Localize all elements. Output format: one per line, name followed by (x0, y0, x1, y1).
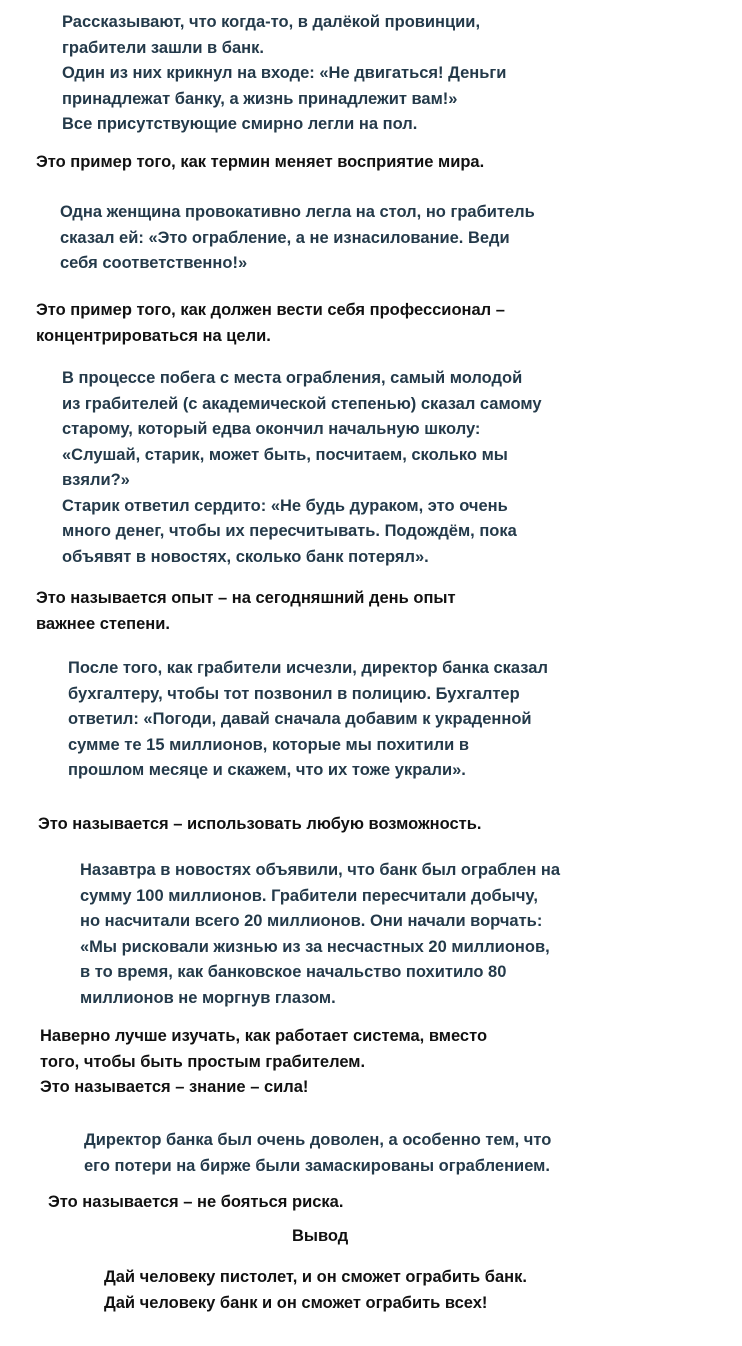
text-line: Рассказывают, что когда-то, в далёкой провинции, (62, 13, 481, 31)
text-line: сказал ей: «Это ограбление, а не изнасилование. Веди (60, 228, 510, 247)
text-line: объявят в новостях, сколько банк потерял». (62, 547, 429, 566)
text-line: Это пример того, как термин меняет восприятие мира. (36, 153, 485, 171)
text-line: Дай человеку пистолет, и он сможет ограбить банк. (104, 1268, 527, 1286)
text-line: прошлом месяце и скажем, что их тоже украли». (68, 761, 466, 779)
moral-paragraph-1 (36, 150, 484, 176)
story-paragraph-6 (84, 1128, 551, 1179)
text-line: грабители зашли в банк. (62, 38, 264, 57)
text-line: принадлежат банку, а жизнь принадлежит вам!» (62, 89, 458, 108)
text-line: ответил: «Погоди, давай сначала добавим к украденной (68, 710, 532, 728)
moral-paragraph-3 (36, 586, 456, 637)
story-paragraph-1 (62, 10, 506, 138)
conclusion-paragraph (104, 1264, 527, 1316)
text-line: «Мы рисковали жизнью из за несчастных 20 миллионов, (80, 937, 550, 956)
text-line: Наверно лучше изучать, как работает система, вместо (40, 1027, 488, 1045)
text-line: После того, как грабители исчезли, директор банка сказал (68, 659, 548, 677)
story-paragraph-5 (80, 858, 560, 1011)
text-line: Это называется – знание – сила! (40, 1078, 309, 1096)
text-line: концентрироваться на цели. (36, 326, 271, 345)
text-line: сумму 100 миллионов. Грабители пересчитали добычу, (80, 886, 538, 905)
text-line: много денег, чтобы их пересчитывать. Подождём, пока (62, 522, 517, 540)
text-line: Назавтра в новостях объявили, что банк был ограблен на (80, 861, 561, 879)
moral-paragraph-4 (38, 812, 481, 838)
text-line: миллионов не моргнув глазом. (80, 988, 336, 1007)
text-line: Старик ответил сердито: «Не будь дураком, это очень (62, 496, 508, 515)
text-line: себя соответственно!» (60, 254, 248, 272)
text-line: старому, который едва окончил начальную школу: (62, 420, 481, 438)
text-line: взяли?» (62, 471, 130, 489)
text-line: Это называется опыт – на сегодняшний день опыт (36, 589, 456, 607)
text-line: Это пример того, как должен вести себя профессионал – (36, 301, 505, 319)
text-line: сумме те 15 миллионов, которые мы похитили в (68, 735, 469, 754)
text-line: Одна женщина провокативно легла на стол, но грабитель (60, 203, 535, 221)
text-line: важнее степени. (36, 614, 170, 633)
text-line: его потери на бирже были замаскированы ограблением. (84, 1156, 550, 1175)
story-paragraph-3 (62, 366, 542, 570)
text-line: «Слушай, старик, может быть, посчитаем, сколько мы (62, 445, 508, 464)
text-line: Это называется – использовать любую возможность. (38, 815, 482, 833)
text-line: В процессе побега с места ограбления, самый молодой (62, 369, 523, 387)
moral-paragraph-2 (36, 298, 505, 349)
conclusion-title: Вывод (292, 1227, 349, 1245)
text-line: но насчитали всего 20 миллионов. Они начали ворчать: (80, 912, 543, 930)
moral-paragraph-5 (40, 1024, 487, 1101)
text-line: того, чтобы быть простым грабителем. (40, 1052, 366, 1071)
text-line: Это называется – не бояться риска. (48, 1193, 344, 1211)
text-line: в то время, как банковское начальство похитило 80 (80, 963, 507, 981)
text-line: из грабителей (с академической степенью) сказал самому (62, 394, 542, 413)
story-paragraph-4 (68, 656, 548, 784)
moral-paragraph-6 (48, 1190, 343, 1216)
text-line: бухгалтеру, чтобы тот позвонил в полицию. Бухгалтер (68, 684, 520, 703)
text-line: Один из них крикнул на входе: «Не двигаться! Деньги (62, 64, 507, 82)
text-line: Директор банка был очень доволен, а особенно тем, что (84, 1131, 552, 1149)
story-paragraph-2 (60, 200, 535, 277)
text-line: Дай человеку банк и он сможет ограбить всех! (104, 1294, 488, 1312)
text-line: Все присутствующие смирно легли на пол. (62, 115, 418, 133)
